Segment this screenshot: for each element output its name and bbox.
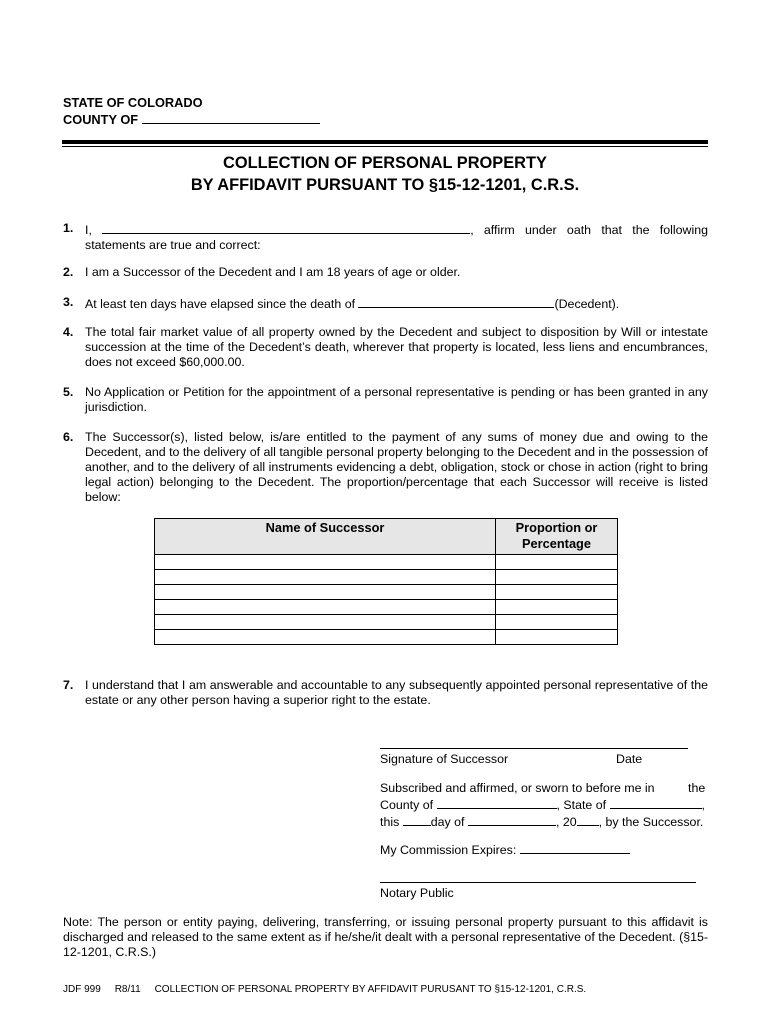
item-1 xyxy=(63,221,708,253)
year-prefix-label: , 20 xyxy=(555,815,577,829)
item-2 xyxy=(63,265,708,280)
item-1-text: , affirm under oath that the following statements are true and correct: xyxy=(85,223,708,252)
item-4-text: The total fair market value of all property owned by the Decedent and subject to disposition by Will or intestate succession at the time of the Decedent’s death, wherever that property is located, less liens and encumbrances, does not exceed $60,000.00. xyxy=(85,325,708,369)
item-number: 7. xyxy=(63,678,74,692)
jurat-state-blank[interactable] xyxy=(610,796,702,809)
item-number: 3. xyxy=(63,295,74,309)
item-5-text: No Application or Petition for the appointment of a personal representative is pending or has been granted in any jurisdiction. xyxy=(85,385,708,414)
table-row xyxy=(155,570,618,585)
item-3 xyxy=(63,295,708,312)
jurat-month-blank[interactable] xyxy=(468,813,556,826)
item-6-text: The Successor(s), listed below, is/are entitled to the payment of any sums of money due and owing to the Decedent, and to the delivery of all tangible personal property belonging to the Decedent and in the possession of another, and to the delivery of all instruments evidencing a debt, obligation, stock or chose in action (right to bring legal action) belonging to the Decedent. The proportion/percentage that each Successor will receive is listed below: xyxy=(85,430,708,504)
jurat-text: Subscribed and affirmed, or sworn to before me in xyxy=(380,781,655,795)
jurat-county-blank[interactable] xyxy=(437,796,557,809)
item-3-suffix: (Decedent). xyxy=(554,297,620,311)
jurat-year-blank[interactable] xyxy=(577,813,599,826)
item-6 xyxy=(63,430,708,505)
signature-line[interactable] xyxy=(380,748,688,749)
item-2-text: I am a Successor of the Decedent and I am 18 years of age or older. xyxy=(85,265,461,279)
successor-percentage-cell[interactable] xyxy=(496,585,618,600)
successor-table xyxy=(154,518,618,645)
county-blank[interactable] xyxy=(142,111,320,124)
table-row xyxy=(155,615,618,630)
successor-percentage-cell[interactable] xyxy=(496,600,618,615)
item-4 xyxy=(63,325,708,370)
date-label: Date xyxy=(616,752,643,766)
item-number: 4. xyxy=(63,325,74,339)
by-successor-label: , by the Successor. xyxy=(598,815,704,829)
commission-expiry-blank[interactable] xyxy=(520,841,630,854)
successor-name-cell[interactable] xyxy=(155,630,496,645)
column-header-name: Name of Successor xyxy=(155,519,496,555)
form-revision: R8/11 xyxy=(114,984,141,995)
item-7 xyxy=(63,678,708,708)
column-header-percentage-line-1: Proportion or xyxy=(515,520,598,535)
document-title xyxy=(62,152,708,196)
this-label: this xyxy=(380,815,400,829)
successor-percentage-cell[interactable] xyxy=(496,555,618,570)
item-3-text: At least ten days have elapsed since the death of xyxy=(85,297,356,311)
form-footer xyxy=(63,984,586,996)
form-id: JDF 999 xyxy=(63,984,101,995)
affiant-name-blank[interactable] xyxy=(102,221,470,234)
affidavit-note: Note: The person or entity paying, delivering, transferring, or issuing personal property pursuant to this affidavit is discharged and released to the same extent as if he/she/it dealt with a personal representative of the Decedent. (§15-12-1201, C.R.S.) xyxy=(63,915,708,959)
state-of-label: , State of xyxy=(556,798,607,812)
header-rule-thick xyxy=(62,140,708,144)
successor-name-cell[interactable] xyxy=(155,600,496,615)
successor-percentage-cell[interactable] xyxy=(496,630,618,645)
header-rule-thin xyxy=(62,146,708,147)
commission-label: My Commission Expires: xyxy=(380,843,517,857)
notary-public-label: Notary Public xyxy=(380,886,454,900)
successor-name-cell[interactable] xyxy=(155,570,496,585)
county-line xyxy=(63,111,320,128)
column-header-percentage-line-2: Percentage xyxy=(522,536,591,551)
state-name: STATE OF COLORADO xyxy=(63,95,203,110)
notary-signature-line[interactable] xyxy=(380,882,696,883)
successor-name-cell[interactable] xyxy=(155,555,496,570)
item-number: 6. xyxy=(63,430,74,444)
notary-jurat: Subscribed and affirmed, or sworn to before me in the County of , State of , this day of , 20 , by the Successor. xyxy=(380,781,706,829)
item-number: 2. xyxy=(63,265,74,279)
decedent-name-blank[interactable] xyxy=(358,295,554,308)
title-line-2: BY AFFIDAVIT PURSUANT TO §15-12-1201, C.R.S. xyxy=(190,176,580,194)
item-7-text: I understand that I am answerable and accountable to any subsequently appointed personal representative of the estate or any other person having a superior right to the estate. xyxy=(85,678,708,707)
item-number: 1. xyxy=(63,221,74,235)
table-row xyxy=(155,555,618,570)
county-of-label: County of xyxy=(380,798,434,812)
table-row xyxy=(155,600,618,615)
successor-name-cell[interactable] xyxy=(155,615,496,630)
item-5 xyxy=(63,385,708,415)
successor-name-cell[interactable] xyxy=(155,585,496,600)
signature-labels xyxy=(380,752,688,767)
item-number: 5. xyxy=(63,385,74,399)
jurat-day-blank[interactable] xyxy=(403,813,431,826)
county-label: COUNTY OF xyxy=(63,112,139,127)
footer-form-title: COLLECTION OF PERSONAL PROPERTY BY AFFIDAVIT PURUSANT TO §15-12-1201, C.R.S. xyxy=(154,984,587,995)
column-header-percentage xyxy=(496,519,618,555)
jurat-the: the xyxy=(688,781,706,795)
table-header-row xyxy=(155,519,618,555)
title-line-1: COLLECTION OF PERSONAL PROPERTY xyxy=(223,154,547,172)
commission-line xyxy=(380,841,630,858)
item-1-prefix: I, xyxy=(85,223,92,237)
successor-percentage-cell[interactable] xyxy=(496,570,618,585)
signature-label: Signature of Successor xyxy=(380,752,509,766)
successor-percentage-cell[interactable] xyxy=(496,615,618,630)
table-row xyxy=(155,630,618,645)
table-row xyxy=(155,585,618,600)
court-header xyxy=(63,95,320,128)
day-of-label: day of xyxy=(430,815,465,829)
